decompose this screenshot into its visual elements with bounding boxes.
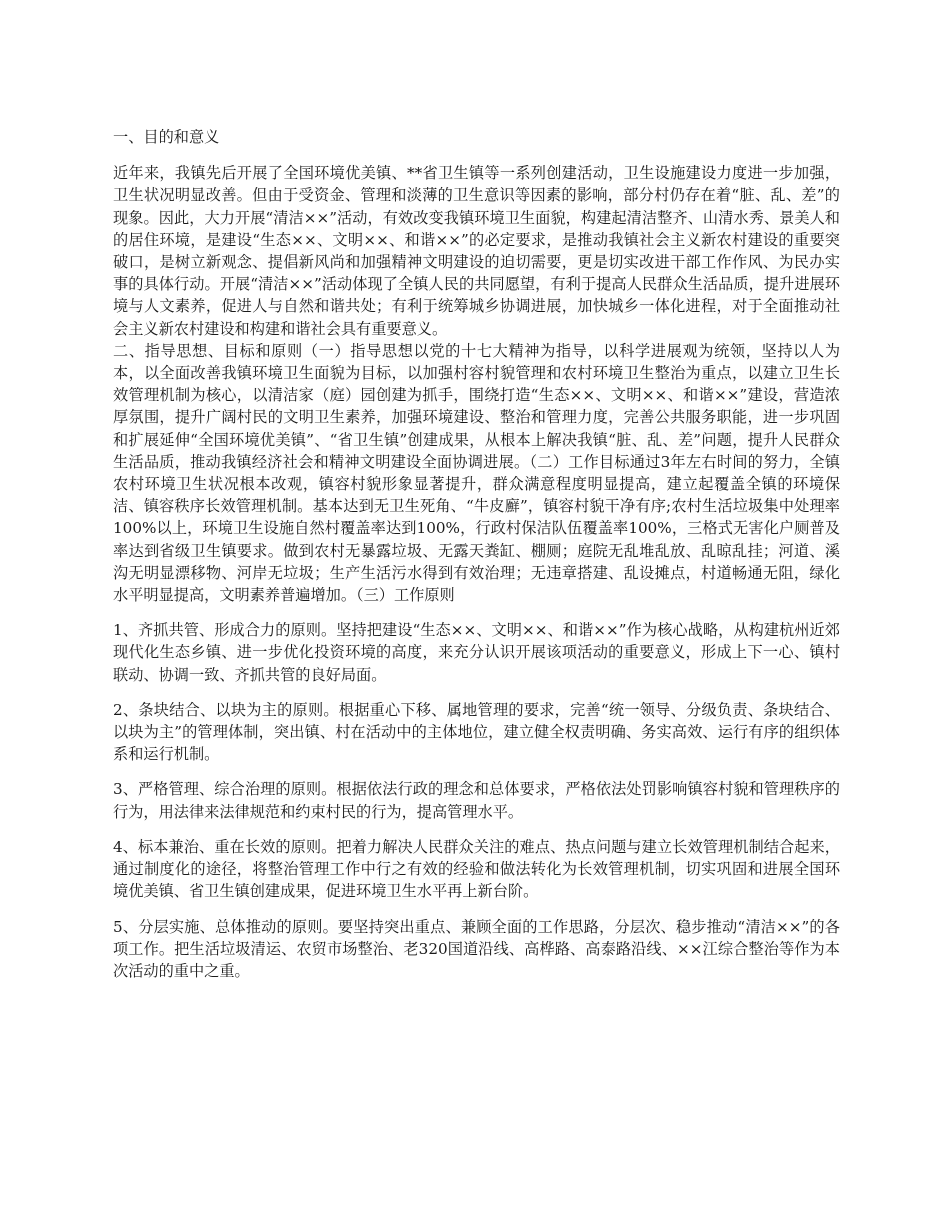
paragraph-significance: 近年来，我镇先后开展了全国环境优美镇、**省卫生镇等一系列创建活动，卫生设施建设力度进一步加强，卫生状况明显改善。但由于受资金、管理和淡薄的卫生意识等因素的影响，部分村仍存在着“脏、乱、差”的现象。因此，大力开展“清洁××”活动，有效改变我镇环境卫生面貌，构建起清洁整齐、山清水秀、景美人和的居住环境，是建设“生态××、文明××、和谐××”的必定要求，是推动我镇社会主义新农村建设的重要突破口，是树立新观念、提倡新风尚和加强精神文明建设的迫切需要，更是切实改进干部工作作风、为民办实事的具体行动。开展“清洁××”活动体现了全镇人民的共同愿望，有利于提高人民群众生活品质，提升进展环境与人文素养，促进人与自然和谐共处；有利于统筹城乡协调进展，加快城乡一体化进程，对于全面推动社会主义新农村建设和构建和谐社会具有重要意义。 [113,164,840,338]
paragraph-principle-4: 4、标本兼治、重在长效的原则。把着力解决人民群众关注的难点、热点问题与建立长效管理机制结合起来，通过制度化的途径，将整治管理工作中行之有效的经验和做法转化为长效管理机制，切实巩固和进展全国环境优美镇、省卫生镇创建成果，促进环境卫生水平再上新台阶。 [113,837,840,901]
paragraph-principle-1: 1、齐抓共管、形成合力的原则。坚持把建设“生态××、文明××、和谐××”作为核心战略，从构建杭州近郊现代化生态乡镇、进一步优化投资环境的高度，来充分认识开展该项活动的重要意义，形成上下一心、镇村联动、协调一致、齐抓共管的良好局面。 [113,621,840,684]
paragraph-guiding-principles: 二、指导思想、目标和原则（一）指导思想以党的十七大精神为指导，以科学进展观为统领，坚持以人为本，以全面改善我镇环境卫生面貌为目标，以加强村容村貌管理和农村环境卫生整治为重点，以建立卫生长效管理机制为核心，以清洁家（庭）园创建为抓手，围绕打造“生态××、文明××、和谐××”建设，营造浓厚氛围，提升广阔村民的文明卫生素养，加强环境建设、整治和管理力度，完善公共服务职能，进一步巩固和扩展延伸“全国环境优美镇”、“省卫生镇”创建成果，从根本上解决我镇“脏、乱、差”问题，提升人民群众生活品质，推动我镇经济社会和精神文明建设全面协调进展。（二）工作目标通过3年左右时间的努力，全镇农村环境卫生状况根本改观，镇容村貌形象显著提升，群众满意程度明显提高，建立起覆盖全镇的环境保洁、镇容秩序长效管理机制。基本达到无卫生死角、“牛皮廯”，镇容村貌干净有序;农村生活垃圾集中处理率100%以上，环境卫生设施自然村覆盖率达到100%，行政村保洁队伍覆盖率100%，三格式无害化户厕普及率达到省级卫生镇要求。做到农村无暴露垃圾、无露天粪缸、棚厕；庭院无乱堆乱放、乱晾乱挂；河道、溪沟无明显漂移物、河岸无垃圾；生产生活污水得到有效治理；无违章搭建、乱设摊点，村道畅通无阻，绿化水平明显提高，文明素养普遍增加。（三）工作原则 [113,341,840,605]
section-heading: 一、目的和意义 [113,128,220,146]
paragraph-principle-3: 3、严格管理、综合治理的原则。根据依法行政的理念和总体要求，严格依法处罚影响镇容村貌和管理秩序的行为，用法律来法律规范和约束村民的行为，提高管理水平。 [113,780,840,821]
paragraph-principle-5: 5、分层实施、总体推动的原则。要坚持突出重点、兼顾全面的工作思路，分层次、稳步推动“清洁××”的各项工作。把生活垃圾清运、农贸市场整治、老320国道沿线、高桦路、高泰路沿线、××江综合整治等作为本次活动的重中之重。 [113,917,840,980]
paragraph-principle-2: 2、条块结合、以块为主的原则。根据重心下移、属地管理的要求，完善“统一领导、分级负责、条块结合、以块为主”的管理体制，突出镇、村在活动中的主体地位，建立健全权责明确、务实高效、运行有序的组织体系和运行机制。 [113,700,840,764]
document-body [113,126,840,995]
